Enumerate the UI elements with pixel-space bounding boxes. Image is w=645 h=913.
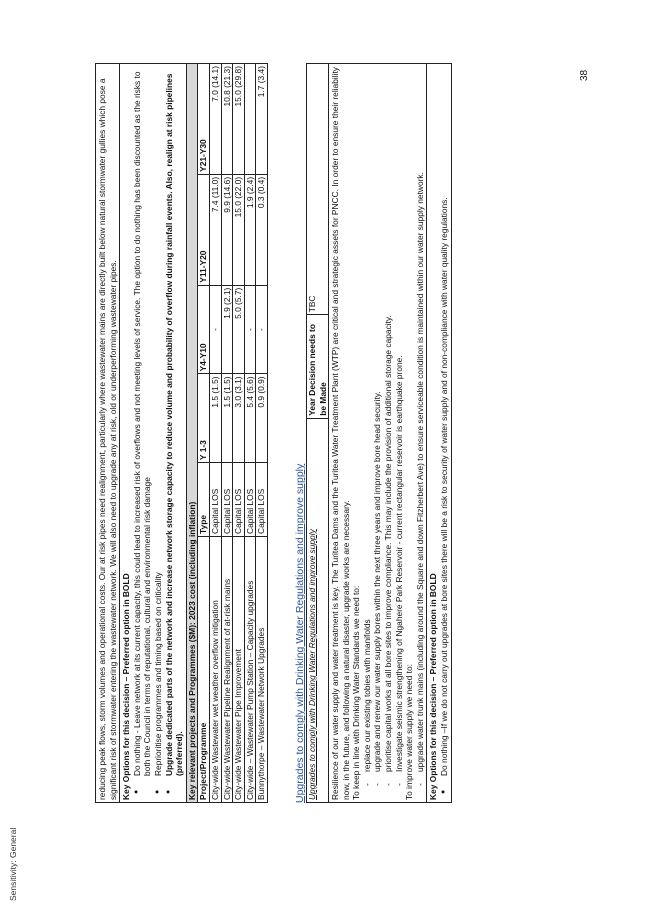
col-header: Project/Programme: [198, 536, 210, 802]
page-number: 38: [579, 69, 590, 81]
cell: 1.5 (1.5): [221, 374, 233, 463]
cell: City-wide Wastewater Pipe Improvement: [233, 536, 245, 802]
table-row: [209, 64, 221, 803]
col-header: Y4-Y10: [198, 285, 210, 374]
cell: 5.4 (5.6): [244, 374, 256, 463]
list-item: - upgrade water trunk mains (including around the Square and down Fitzherbert Ave) to ensure serviceable condition is maintained within our water supply network.: [415, 66, 426, 772]
col-header: Type: [198, 463, 210, 537]
improve-list: [415, 66, 426, 800]
cell: 15.0 (29.8): [233, 64, 245, 175]
water-supply-box: [329, 63, 426, 803]
cell: City-wide Wastewater Pipeline Realignment of at-risk mains: [221, 536, 233, 802]
list-item: - replace our existing tobies with manifolds: [362, 66, 373, 772]
cell: 1.9 (2.1): [221, 285, 233, 374]
decision-table: [306, 63, 329, 803]
decision-year-label: Year Decision needs to be Made: [306, 315, 328, 418]
section-title: [294, 63, 306, 803]
cell: 10.8 (21.3): [221, 64, 233, 175]
sensitivity-label: Sensitivity: General: [8, 827, 18, 901]
col-header: Y21-Y30: [198, 64, 210, 175]
cell: 1.7 (3.4): [256, 64, 268, 175]
section-title-text: Upgrades to comply with Drinking Water Regulations and improve supply: [293, 463, 306, 803]
improve-intro: To improve water supply we need to:: [404, 664, 415, 800]
table-row: [256, 64, 268, 803]
cell: -: [244, 285, 256, 374]
col-header: Y 1-3: [198, 374, 210, 463]
option-item: ● Do nothing - Leave network at its current capacity, this could lead to increased risk of overflows and not meeting levels of service. The option to do nothing has been discounted as the risks to both the Council in terms of reputational, cultural and environmental risk damage: [132, 66, 153, 776]
cell: Capital LOS: [233, 463, 245, 537]
option-item-preferred: ● Upgrade dedicated parts of the network and increase network storage capacity to reduce volume and probability of overflow during rainfall events. Also, realign at risk pipelines (preferred).: [164, 66, 185, 776]
page-content: [95, 63, 452, 803]
options-heading: Key Options for this decision – Preferred option in BOLD: [121, 573, 132, 800]
keep-line-intro: To keep in line with Drinking Water Standards we need to:: [351, 585, 362, 800]
cell: [244, 64, 256, 175]
option-item: ● Reprioritise programmes and timing based on criticality: [153, 66, 164, 776]
table-row: [233, 64, 245, 803]
wastewater-options-box: [119, 63, 186, 803]
options-heading: Key Options for this decision – Preferred option in BOLD: [428, 573, 439, 800]
col-header: Y11-Y20: [198, 174, 210, 285]
table-row: [221, 64, 233, 803]
cell: 3.0 (3.1): [233, 374, 245, 463]
cell: 0.3 (0.4): [256, 174, 268, 285]
cell: Capital LOS: [221, 463, 233, 537]
list-item: - upgrade and renew our water supply bores within the next three years and improve bore head security.: [372, 66, 383, 772]
intro-box: [95, 63, 119, 803]
cell: Capital LOS: [209, 463, 221, 537]
cell: Capital LOS: [244, 463, 256, 537]
cell: Capital LOS: [256, 463, 268, 537]
options-list: [132, 66, 185, 800]
cell: -: [209, 285, 221, 374]
water-options-box: [426, 63, 451, 803]
resilience-text: Resilience of our water supply and water treatment is key. The Turitea Dams and the Turitea Water Treatment Plant (WTP) are critical and strategic assets for PNCC. In order to ensure their reliability now, in the future, and following a natural disaster, upgrade works are necessary.: [330, 67, 351, 800]
list-item: - prioritise capital works at all bore sites to improve compliance. This may include the provision of additional storage capacity.: [383, 66, 394, 772]
decision-name: Upgrades to comply with Drinking Water Regulations and improve supply: [306, 418, 328, 802]
keep-list: [362, 66, 404, 800]
cell: 1.9 (2.4): [244, 174, 256, 285]
intro-text: reducing peak flows, storm volumes and operational costs. Our at risk pipes need realignment, particularly where wastewater mains are directly built below natural stormwater gullies which pose a significant risk of stormwater entering the wastewater network. We will also need to upgrade any at risk, old or underperforming wastewater pipes.: [97, 78, 118, 800]
cell: 1.5 (1.5): [209, 374, 221, 463]
cell: 7.4 (11.0): [209, 174, 221, 285]
cell: City-wide Wastewater wet weather overflow mitigation: [209, 536, 221, 802]
cell: 9.9 (14.6): [221, 174, 233, 285]
cell: -: [256, 285, 268, 374]
table-row: [244, 64, 256, 803]
list-item: - Investigate seismic strengthening of Ngahere Park Reservoir - current rectangular reservoir is earthquake prone.: [394, 66, 405, 772]
cell: City-wide – Wastewater Pump Station – Capacity upgrades: [244, 536, 256, 802]
cell: 0.9 (0.9): [256, 374, 268, 463]
cell: 15.0 (22.0): [233, 174, 245, 285]
projects-table-caption: Key relevant projects and Programmes ($M): 2023 cost (including inflation): [186, 64, 198, 803]
cell: 5.0 (5.7): [233, 285, 245, 374]
options-list: [439, 66, 450, 800]
decision-year-value: TBC: [306, 64, 328, 315]
option-item: ● Do nothing –If we do not carry out upgrades at bore sites there will be a risk to security of water supply and of non-compliance with water quality regulations.: [439, 66, 450, 776]
cell: 7.0 (14.1): [209, 64, 221, 175]
projects-table: [186, 63, 268, 803]
cell: Bunnythorpe – Wastewater Network Upgrades: [256, 536, 268, 802]
